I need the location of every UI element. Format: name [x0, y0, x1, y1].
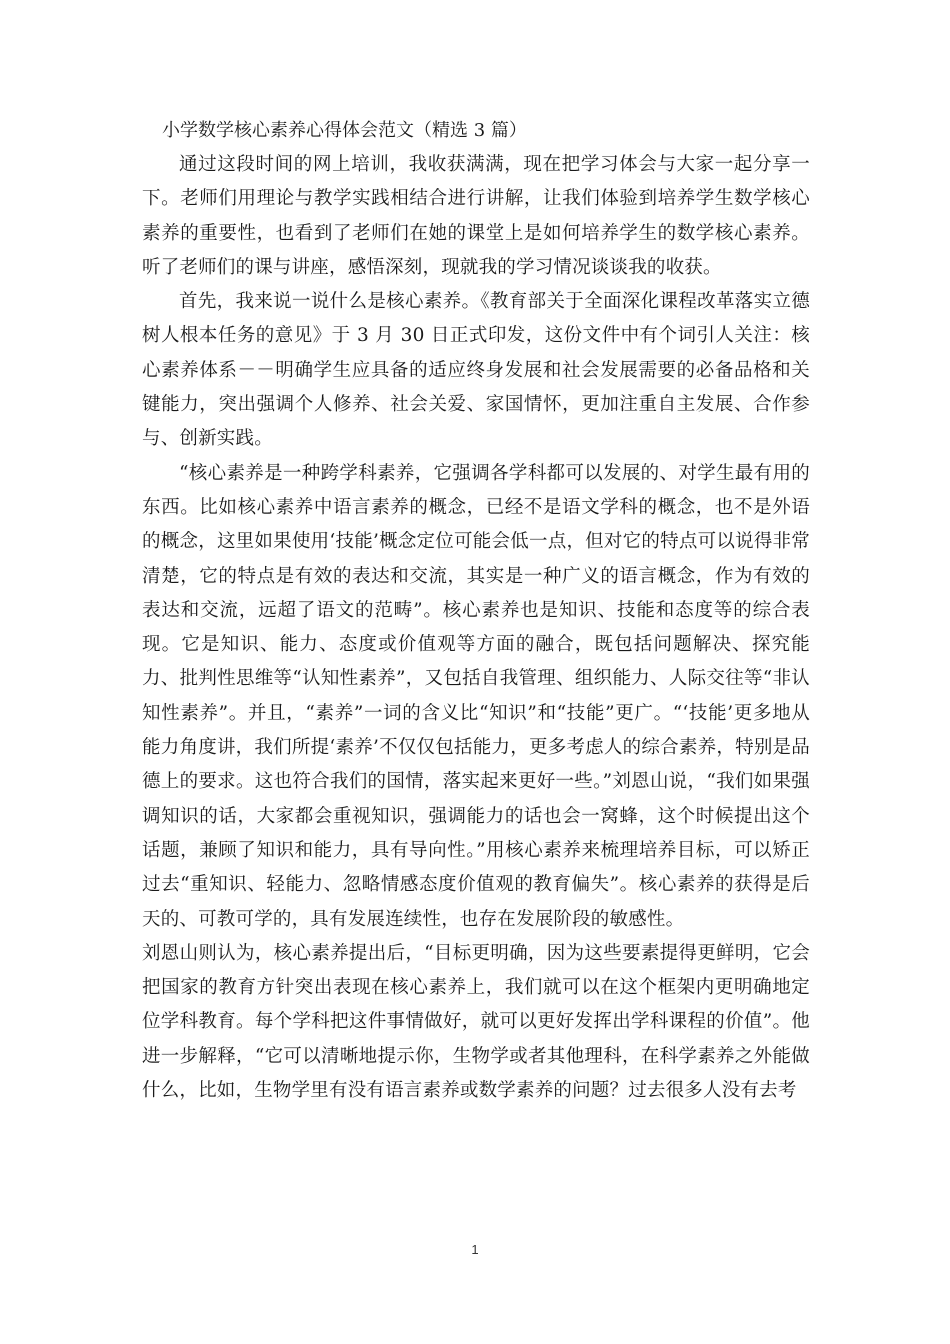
paragraph-quote: “核心素养是一种跨学科素养，它强调各学科都可以发展的、对学生最有用的东西。比如核心素养中语言素养的概念，已经不是语文学科的概念，也不是外语的概念，这里如果使用‘技能’概念定位可能会低一点，但对它的特点可以说得非常清楚，它的特点是有效的表达和交流，其实是一种广义的语言概念，作为有效的表达和交流，远超了语文的范畴”。核心素养也是知识、技能和态度等的综合表现。它是知识、能力、态度或价值观等方面的融合，既包括问题解决、探究能力、批判性思维等“认知性素养”，又包括自我管理、组织能力、人际交往等“非认知性素养”。并且，“素养”一词的含义比“知识”和“技能”更广。“‘技能’更多地从能力角度讲，我们所提‘素养’不仅仅包括能力，更多考虑人的综合素养，特别是品德上的要求。这也符合我们的国情，落实起来更好一些。”刘恩山说，“我们如果强调知识的话，大家都会重视知识，强调能力的话也会一窝蜂，这个时候提出这个话题，兼顾了知识和能力，具有导向性。”用核心素养来梳理培养目标，可以矫正过去“重知识、轻能力、忽略情感态度价值观的教育偏失”。核心素养的获得是后天的、可教可学的，具有发展连续性，也存在发展阶段的敏感性。 — [142, 462, 810, 930]
paragraph-intro: 通过这段时间的网上培训，我收获满满，现在把学习体会与大家一起分享一下。老师们用理论与教学实践相结合进行讲解，让我们体验到培养学生数学核心素养的重要性，也看到了老师们在她的课堂上是如何培养学生的数学核心素养。听了老师们的课与讲座，感悟深刻，现就我的学习情况谈谈我的收获。 — [142, 154, 810, 278]
document-title: 小学数学核心素养心得体会范文（精选 3 篇） — [162, 120, 527, 141]
paragraph-liu-enshan: 刘恩山则认为，核心素养提出后，“目标更明确，因为这些要素提得更鲜明，它会把国家的教育方针突出表现在核心素养上，我们就可以在这个框架内更明确地定位学科教育。每个学科把这件事情做好，就可以更好发挥出学科课程的价值”。他进一步解释，“它可以清晰地提示你，生物学或者其他理科，在科学素养之外能做什么，比如，生物学里有没有语言素养或数学素养的问题？过去很多人没有去考 — [142, 942, 810, 1102]
document-body — [142, 114, 810, 1108]
paragraph-definition: 首先，我来说一说什么是核心素养。《教育部关于全面深化课程改革落实立德树人根本任务的意见》于 3 月 30 日正式印发，这份文件中有个词引人关注：核心素养体系－－明确学生应具备的适应终身发展和社会发展需要的必备品格和关键能力，突出强调个人修养、社会关爱、家国情怀，更加注重自主发展、合作参与、创新实践。 — [142, 291, 810, 450]
page-number: 1 — [471, 1242, 479, 1257]
